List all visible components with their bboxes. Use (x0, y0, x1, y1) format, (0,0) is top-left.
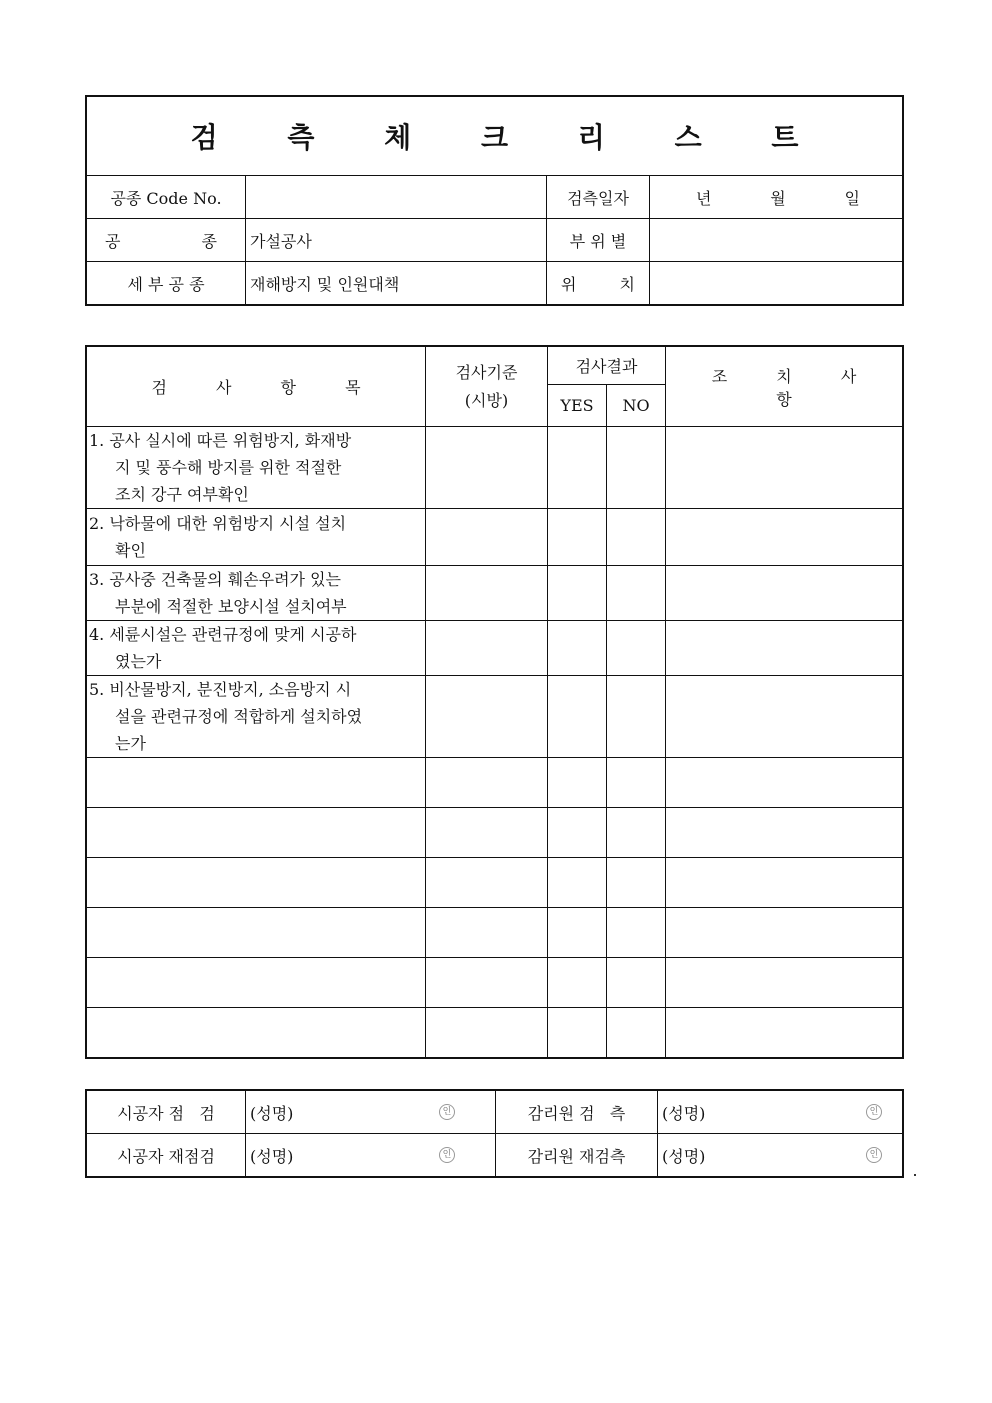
standard-cell[interactable] (426, 676, 548, 758)
standard-cell[interactable] (426, 427, 548, 509)
col-header-item: 검 사 항 목 (87, 347, 426, 427)
checklist-row (87, 566, 903, 621)
item-line: 였는가 (115, 652, 162, 671)
yes-checkbox[interactable] (548, 676, 607, 758)
action-cell[interactable] (666, 858, 903, 908)
action-cell[interactable] (666, 427, 903, 509)
blank-row (87, 1008, 903, 1058)
checklist-row (87, 509, 903, 566)
item-line: 는가 (115, 734, 146, 753)
standard-cell[interactable] (426, 758, 548, 808)
contractor-reinspection-signature[interactable] (246, 1134, 496, 1177)
yes-checkbox[interactable] (548, 1008, 607, 1058)
date-month-unit: 월 (770, 188, 786, 208)
subtrade-label: 세 부 공 종 (87, 262, 246, 305)
contractor-reinspection-label: 시공자 재점검 (87, 1134, 246, 1177)
standard-cell[interactable] (426, 808, 548, 858)
action-cell[interactable] (666, 808, 903, 858)
checklist-row (87, 676, 903, 758)
location-label-part: 치 (619, 274, 635, 294)
location-value[interactable] (650, 262, 903, 305)
checklist-item-text (87, 509, 426, 566)
item-cell[interactable] (87, 1008, 426, 1058)
item-cell[interactable] (87, 758, 426, 808)
part-value[interactable] (650, 219, 903, 262)
item-line: 설을 관련규정에 적합하게 설치하였 (115, 707, 363, 726)
action-cell[interactable] (666, 758, 903, 808)
item-cell[interactable] (87, 958, 426, 1008)
date-value[interactable] (650, 176, 903, 219)
name-placeholder: (성명) (662, 1103, 706, 1123)
signature-row (87, 1091, 903, 1134)
no-checkbox[interactable] (607, 858, 666, 908)
checklist-item-text (87, 676, 426, 758)
date-day-unit: 일 (844, 188, 860, 208)
page-title: 검 측 체 크 리 스 트 (87, 97, 903, 176)
action-cell[interactable] (666, 908, 903, 958)
col-header-no: NO (607, 385, 666, 427)
no-checkbox[interactable] (607, 758, 666, 808)
standard-cell[interactable] (426, 908, 548, 958)
no-checkbox[interactable] (607, 1008, 666, 1058)
col-header-yes: YES (548, 385, 607, 427)
no-checkbox[interactable] (607, 621, 666, 676)
col-header-result: 검사결과 (548, 347, 666, 385)
item-line: 확인 (115, 541, 146, 560)
col-header-standard-line2: (시방) (464, 390, 509, 410)
header-table (86, 96, 903, 305)
item-line: 3. 공사중 건축물의 훼손우려가 있는 (89, 570, 341, 589)
col-header-standard-line1: 검사기준 (455, 362, 518, 382)
signature-row (87, 1134, 903, 1177)
yes-checkbox[interactable] (548, 427, 607, 509)
contractor-inspection-label: 시공자 점 검 (87, 1091, 246, 1134)
code-value[interactable] (246, 176, 547, 219)
location-label-part: 위 (561, 274, 577, 294)
trade-value[interactable]: 가설공사 (246, 219, 547, 262)
standard-cell[interactable] (426, 1008, 548, 1058)
action-cell[interactable] (666, 1008, 903, 1058)
yes-checkbox[interactable] (548, 908, 607, 958)
item-line: 지 및 풍수해 방지를 위한 적절한 (115, 458, 342, 477)
yes-checkbox[interactable] (548, 509, 607, 566)
subtrade-value[interactable]: 재해방지 및 인원대책 (246, 262, 547, 305)
date-year-unit: 년 (696, 188, 712, 208)
item-line: 부분에 적절한 보양시설 설치여부 (115, 597, 347, 616)
seal-icon: 인 (866, 1147, 882, 1163)
blank-row (87, 958, 903, 1008)
standard-cell[interactable] (426, 858, 548, 908)
checklist-row (87, 621, 903, 676)
name-placeholder: (성명) (250, 1146, 294, 1166)
action-cell[interactable] (666, 676, 903, 758)
no-checkbox[interactable] (607, 509, 666, 566)
action-cell[interactable] (666, 509, 903, 566)
no-checkbox[interactable] (607, 427, 666, 509)
name-placeholder: (성명) (250, 1103, 294, 1123)
supervisor-reinspection-label: 감리원 재검측 (496, 1134, 658, 1177)
blank-row (87, 758, 903, 808)
no-checkbox[interactable] (607, 808, 666, 858)
supervisor-inspection-label: 감리원 검 측 (496, 1091, 658, 1134)
item-line: 4. 세륜시설은 관련규정에 맞게 시공하 (89, 625, 357, 644)
yes-checkbox[interactable] (548, 958, 607, 1008)
trade-label-part: 공 (105, 231, 121, 251)
item-cell[interactable] (87, 858, 426, 908)
standard-cell[interactable] (426, 621, 548, 676)
yes-checkbox[interactable] (548, 758, 607, 808)
no-checkbox[interactable] (607, 676, 666, 758)
standard-cell[interactable] (426, 509, 548, 566)
standard-cell[interactable] (426, 958, 548, 1008)
item-cell[interactable] (87, 808, 426, 858)
seal-icon: 인 (439, 1104, 455, 1120)
col-header-action: 조 치 사 항 (666, 347, 903, 427)
signature-table (86, 1090, 903, 1177)
item-line: 조치 강구 여부확인 (115, 485, 249, 504)
blank-row (87, 908, 903, 958)
code-label: 공종 Code No. (87, 176, 246, 219)
checklist-table (86, 346, 903, 1058)
trade-label-part: 종 (201, 231, 217, 251)
yes-checkbox[interactable] (548, 621, 607, 676)
no-checkbox[interactable] (607, 958, 666, 1008)
yes-checkbox[interactable] (548, 808, 607, 858)
trade-label (87, 219, 246, 262)
contractor-inspection-signature[interactable] (246, 1091, 496, 1134)
supervisor-inspection-signature[interactable] (658, 1091, 903, 1134)
item-line: 1. 공사 실시에 따른 위험방지, 화재방 (89, 431, 352, 450)
seal-icon: 인 (866, 1104, 882, 1120)
date-label: 검측일자 (547, 176, 650, 219)
item-cell[interactable] (87, 908, 426, 958)
standard-cell[interactable] (426, 566, 548, 621)
yes-checkbox[interactable] (548, 858, 607, 908)
action-cell[interactable] (666, 958, 903, 1008)
seal-icon: 인 (439, 1147, 455, 1163)
checklist-item-text (87, 621, 426, 676)
stray-dot (914, 1174, 916, 1176)
col-header-standard (426, 347, 548, 427)
checklist-item-text (87, 427, 426, 509)
yes-checkbox[interactable] (548, 566, 607, 621)
item-line: 2. 낙하물에 대한 위험방지 시설 설치 (89, 514, 347, 533)
action-cell[interactable] (666, 621, 903, 676)
no-checkbox[interactable] (607, 908, 666, 958)
blank-row (87, 858, 903, 908)
checklist-item-text (87, 566, 426, 621)
part-label: 부 위 별 (547, 219, 650, 262)
checklist-row (87, 427, 903, 509)
name-placeholder: (성명) (662, 1146, 706, 1166)
no-checkbox[interactable] (607, 566, 666, 621)
blank-row (87, 808, 903, 858)
action-cell[interactable] (666, 566, 903, 621)
item-line: 5. 비산물방지, 분진방지, 소음방지 시 (89, 680, 352, 699)
location-label (547, 262, 650, 305)
supervisor-reinspection-signature[interactable] (658, 1134, 903, 1177)
